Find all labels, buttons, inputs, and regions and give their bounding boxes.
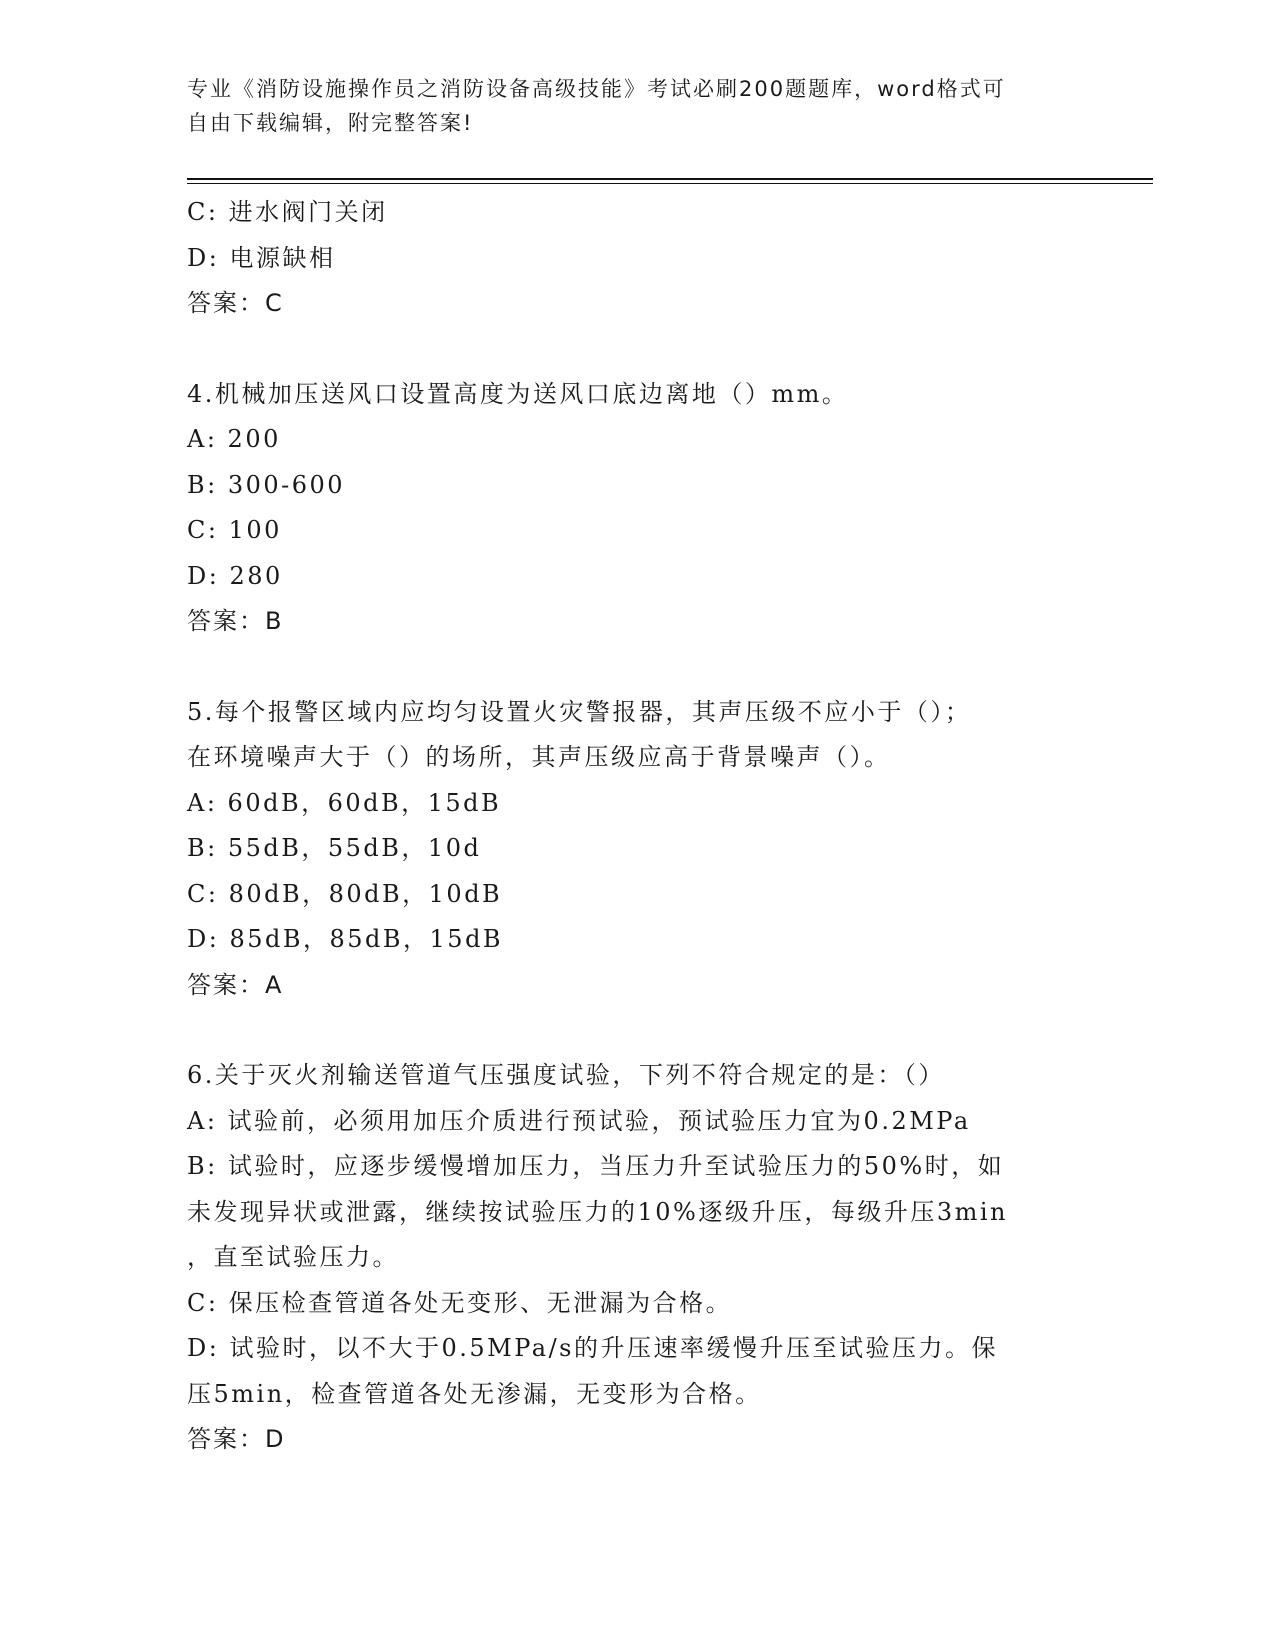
option-b-line-2: 未发现异状或泄露，继续按试验压力的10%逐级升压，每级升压3min <box>187 1197 1009 1226</box>
answer-line: 答案：C <box>187 289 284 317</box>
question-spacer <box>187 645 1087 690</box>
header-divider-thin <box>187 183 1153 184</box>
header-line-1: 专业《消防设施操作员之消防设备高级技能》考试必刷200题题库，word格式可 <box>187 77 1006 101</box>
option-d-line-2: 压5min，检查管道各处无渗漏，无变形为合格。 <box>187 1379 762 1408</box>
option-c: C: 保压检查管道各处无变形、无泄漏为合格。 <box>187 1288 733 1317</box>
question-3-continued <box>187 190 1087 327</box>
option-b: B: 55dB，55dB，10d <box>187 834 482 862</box>
option-c: C: 80dB，80dB，10dB <box>187 879 503 908</box>
option-d-line-1: D: 试验时，以不大于0.5MPa/s的升压速率缓慢升压至试验压力。保 <box>187 1334 998 1362</box>
header-divider-thick <box>187 178 1153 180</box>
question-stem: 4.机械加压送风口设置高度为送风口底边离地（）mm。 <box>187 379 849 408</box>
question-spacer <box>187 1008 1087 1053</box>
option-b-line-3: ，直至试验压力。 <box>187 1243 399 1271</box>
option-d: D: 280 <box>187 561 283 590</box>
option-d: D: 85dB，85dB，15dB <box>187 925 504 953</box>
question-spacer <box>187 327 1087 372</box>
question-5 <box>187 690 1087 1009</box>
answer-line: 答案：B <box>187 607 284 635</box>
option-c: C: 100 <box>187 516 282 544</box>
option-d: D: 电源缺相 <box>187 243 336 272</box>
question-list <box>187 190 1087 1463</box>
option-a: A: 试验前，必须用加压介质进行预试验，预试验压力宜为0.2MPa <box>187 1106 971 1135</box>
question-stem-line-1: 5.每个报警区域内应均匀设置火灾警报器，其声压级不应小于（）； <box>187 697 972 726</box>
answer-line: 答案：A <box>187 970 284 999</box>
header-line-2: 自由下载编辑，附完整答案! <box>187 111 474 135</box>
option-b-line-1: B: 试验时，应逐步缓慢增加压力，当压力升至试验压力的50%时，如 <box>187 1152 1005 1180</box>
question-stem-line-2: 在环境噪声大于（）的场所，其声压级应高于背景噪声（）。 <box>187 743 891 771</box>
question-6 <box>187 1053 1087 1463</box>
question-stem: 6.关于灭火剂输送管道气压强度试验，下列不符合规定的是：（） <box>187 1061 945 1089</box>
option-a: A: 60dB，60dB，15dB <box>187 788 502 817</box>
document-header <box>187 72 1087 140</box>
option-c: C: 进水阀门关闭 <box>187 198 388 226</box>
answer-line: 答案：D <box>187 1425 286 1453</box>
option-a: A: 200 <box>187 425 281 453</box>
option-b: B: 300-600 <box>187 470 346 499</box>
question-4 <box>187 372 1087 645</box>
